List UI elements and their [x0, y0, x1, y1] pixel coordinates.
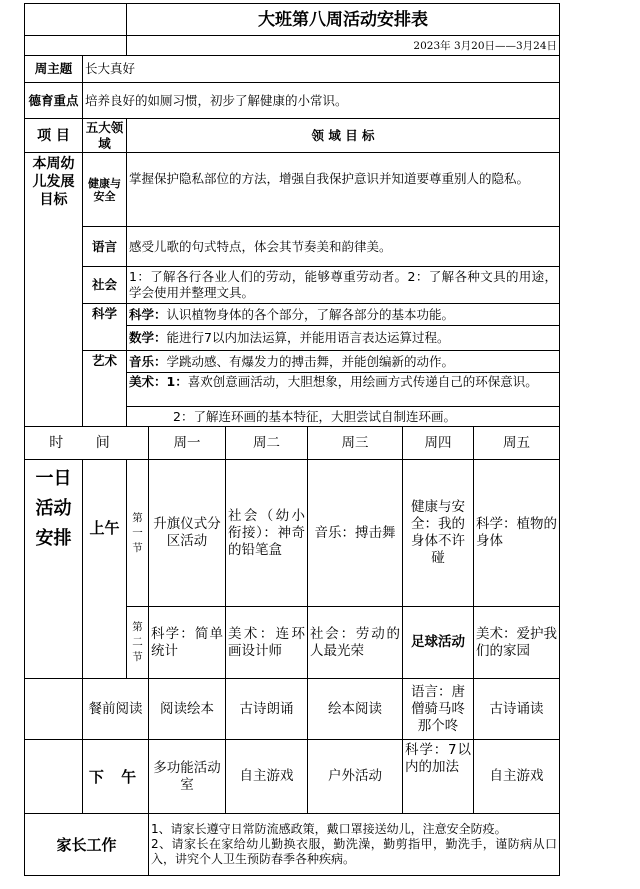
period1-label: 第一节	[127, 460, 149, 607]
afternoon-blank-cell	[25, 740, 83, 814]
date-range: 2023年 3月20日——3月24日	[127, 36, 560, 56]
fineart-goal-cell	[127, 373, 560, 407]
five-areas-header: 五大领域	[83, 119, 127, 153]
title-blank-cell	[25, 4, 127, 36]
mon-period2: 科学：简单统计	[149, 607, 226, 679]
science-goal-cell	[127, 304, 560, 326]
theme-value: 长大真好	[83, 56, 560, 83]
music-goal-cell	[127, 351, 560, 373]
daily-activities-label: 一日活动安排	[25, 460, 83, 679]
tue-reading: 古诗朗诵	[226, 679, 308, 740]
language-label: 语言	[83, 227, 127, 267]
wed-reading: 绘本阅读	[308, 679, 403, 740]
mon-afternoon: 多功能活动室	[149, 740, 226, 814]
social-label: 社会	[83, 267, 127, 304]
moral-value: 培养良好的如厕习惯，初步了解健康的小常识。	[83, 83, 560, 119]
health-goal: 掌握保护隐私部位的方法，增强自我保护意识并知道要尊重别人的隐私。	[127, 153, 560, 227]
fineart-goal: 喜欢创意画活动，大胆想象，用绘画方式传递自己的环保意识。	[187, 374, 538, 389]
day-header-mon: 周一	[149, 427, 226, 460]
fri-period2: 美术：爱护我们的家园	[474, 607, 560, 679]
date-blank-cell	[25, 36, 127, 56]
wed-afternoon: 户外活动	[308, 740, 403, 814]
thu-reading: 语言：唐僧骑马咚那个咚	[403, 679, 474, 740]
tue-afternoon: 自主游戏	[226, 740, 308, 814]
day-header-fri: 周五	[474, 427, 560, 460]
reading-label: 餐前阅读	[83, 679, 149, 740]
day-header-thu: 周四	[403, 427, 474, 460]
thu-afternoon: 科学：7以内的加法	[403, 740, 474, 814]
science-label: 科学	[83, 304, 127, 351]
period2-label: 第二节	[127, 607, 149, 679]
parents-work-line-1: 1、请家长遵守日常防流感政策，戴口罩接送幼儿，注意安全防疫。	[151, 822, 507, 836]
music-goal: 学跳动感、有爆发力的搏击舞，并能创编新的动作。	[166, 353, 455, 369]
afternoon-label: 下 午	[83, 740, 149, 814]
mon-reading: 阅读绘本	[149, 679, 226, 740]
fri-afternoon: 自主游戏	[474, 740, 560, 814]
thu-period1: 健康与安全：我的身体不许碰	[403, 460, 474, 607]
fineart-goal-2: 2：了解连环画的基本特征，大胆尝试自制连环画。	[127, 407, 560, 427]
math-sub-label: 数学：	[129, 330, 167, 345]
music-sub-label: 音乐：	[129, 353, 167, 369]
parents-work-label: 家长工作	[25, 814, 149, 876]
wed-period2: 社会：劳动的人最光荣	[308, 607, 403, 679]
day-header-wed: 周三	[308, 427, 403, 460]
day-header-tue: 周二	[226, 427, 308, 460]
reading-blank-cell	[25, 679, 83, 740]
science-goal: 认识植物身体的各个部分，了解各部分的基本功能。	[166, 306, 455, 322]
activity-table	[24, 3, 560, 876]
fineart-sub-label: 美术：1：	[129, 374, 188, 389]
language-goal: 感受儿歌的句式特点，体会其节奏美和韵律美。	[127, 227, 560, 267]
wed-period1: 音乐：搏击舞	[308, 460, 403, 607]
theme-label: 周主题	[25, 56, 83, 83]
thu-period2: 足球活动	[403, 607, 474, 679]
goals-header: 领 域 目 标	[127, 119, 560, 153]
time-header: 时 间	[25, 427, 149, 460]
health-label: 健康与安全	[83, 153, 127, 227]
science-sub-label: 科学：	[129, 306, 167, 322]
fri-period1: 科学：植物的身体	[474, 460, 560, 607]
moral-label: 德育重点	[25, 83, 83, 119]
morning-label: 上午	[83, 460, 127, 679]
parents-work-content	[149, 814, 560, 876]
tue-period1: 社会（幼小衔接）：神奇的铅笔盒	[226, 460, 308, 607]
weekly-goals-label: 本周幼儿发展目标	[25, 153, 83, 427]
social-goal: 1：了解各行各业人们的劳动，能够尊重劳动者。2：了解各种文具的用途，学会使用并整理文具。	[127, 267, 560, 304]
math-goal-cell	[127, 326, 560, 351]
item-header: 项 目	[25, 119, 83, 153]
art-label: 艺术	[83, 351, 127, 427]
parents-work-line-2: 2、请家长在家给幼儿勤换衣服，勤洗澡，勤剪指甲，勤洗手，谨防病从口入，讲究个人卫生预防春季各种疾病。	[151, 837, 558, 866]
math-goal: 能进行7以内加法运算，并能用语言表达运算过程。	[166, 330, 450, 345]
mon-period1: 升旗仪式分区活动	[149, 460, 226, 607]
fri-reading: 古诗诵读	[474, 679, 560, 740]
page-title: 大班第八周活动安排表	[127, 4, 560, 36]
tue-period2: 美术：连环画设计师	[226, 607, 308, 679]
